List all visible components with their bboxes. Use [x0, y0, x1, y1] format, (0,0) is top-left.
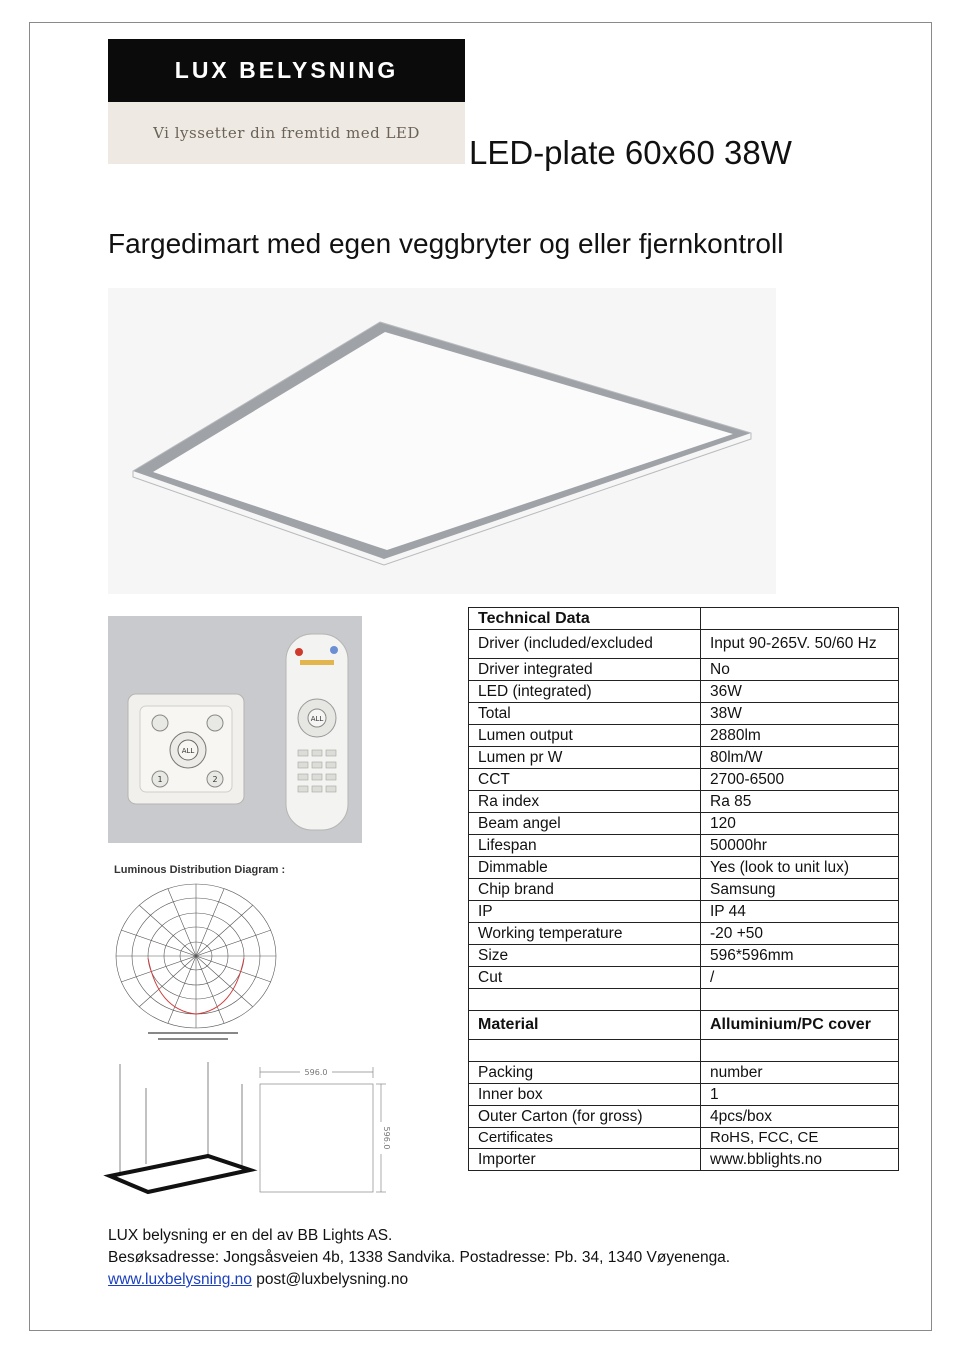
table-row	[469, 703, 899, 725]
dimension-drawing	[255, 1062, 390, 1197]
table-cell-value: 2880lm	[701, 725, 899, 747]
table-row	[469, 769, 899, 791]
remote-all-label: ALL	[310, 715, 324, 723]
table-cell-label: Certificates	[469, 1128, 701, 1149]
table-cell-value: 50000hr	[701, 835, 899, 857]
table-cell-label: Inner box	[469, 1084, 701, 1106]
led-panel-image	[108, 288, 776, 594]
technical-data-table	[468, 607, 899, 1171]
footer-contact-line	[108, 1269, 730, 1291]
product-subtitle: Fargedimart med egen veggbryter og eller fjernkontroll	[108, 228, 784, 259]
table-cell-label: Packing	[469, 1062, 701, 1084]
dimension-height-label: 596.0	[382, 1126, 391, 1150]
table-cell-value: 4pcs/box	[701, 1106, 899, 1128]
table-cell-value: 2700-6500	[701, 769, 899, 791]
table-row	[469, 945, 899, 967]
product-title: LED-plate 60x60 38W	[469, 134, 792, 171]
wall-switch-and-remote-photo	[108, 616, 362, 843]
table-cell-value: Alluminium/PC cover	[701, 1011, 899, 1040]
table-row	[469, 923, 899, 945]
table-row	[469, 630, 899, 659]
table-row	[469, 1128, 899, 1149]
table-cell-value	[701, 989, 899, 1011]
table-cell-value: IP 44	[701, 901, 899, 923]
table-cell-value: /	[701, 967, 899, 989]
table-cell-label: Lumen pr W	[469, 747, 701, 769]
table-cell-value: No	[701, 659, 899, 681]
suspended-panel-drawing	[108, 1058, 253, 1198]
table-cell-label: Lumen output	[469, 725, 701, 747]
email-text: post@luxbelysning.no	[256, 1271, 409, 1288]
luminous-diagram-title: Luminous Distribution Diagram :	[114, 864, 286, 876]
table-cell-label: Importer	[469, 1149, 701, 1171]
luminous-distribution-diagram	[108, 878, 304, 1048]
logo-brand-name: LUX BELYSNING	[108, 39, 465, 102]
table-row	[469, 901, 899, 923]
switch-key-2: 2	[212, 775, 218, 784]
table-cell-value: number	[701, 1062, 899, 1084]
table-cell-label: Total	[469, 703, 701, 725]
table-cell-value: Input 90-265V. 50/60 Hz	[701, 630, 899, 659]
switch-all-label: ALL	[181, 747, 195, 755]
table-cell-label: Beam angel	[469, 813, 701, 835]
table-row	[469, 1084, 899, 1106]
table-row	[469, 813, 899, 835]
table-cell-value: Ra 85	[701, 791, 899, 813]
switch-key-1: 1	[157, 775, 163, 784]
table-cell-label: Size	[469, 945, 701, 967]
logo-tagline: Vi lyssetter din fremtid med LED	[108, 102, 465, 164]
table-row	[469, 1106, 899, 1128]
table-row	[469, 725, 899, 747]
website-link[interactable]: www.luxbelysning.no	[108, 1271, 252, 1288]
table-cell-value: 596*596mm	[701, 945, 899, 967]
table-row	[469, 967, 899, 989]
table-cell-value: Yes (look to unit lux)	[701, 857, 899, 879]
table-cell-label	[469, 989, 701, 1011]
table-cell-label: CCT	[469, 769, 701, 791]
footer-address-line: Besøksadresse: Jongsåsveien 4b, 1338 Sandvika. Postadresse: Pb. 34, 1340 Vøyenenga.	[108, 1249, 731, 1266]
table-cell-label: Working temperature	[469, 923, 701, 945]
table-cell-value: 36W	[701, 681, 899, 703]
table-row	[469, 1011, 899, 1040]
table-row	[469, 1040, 899, 1062]
table-cell-value: 80lm/W	[701, 747, 899, 769]
footer-company-line: LUX belysning er en del av BB Lights AS.	[108, 1227, 393, 1244]
table-cell-value: -20 +50	[701, 923, 899, 945]
table-cell-label: Dimmable	[469, 857, 701, 879]
table-cell-label	[469, 1040, 701, 1062]
table-cell-label: Lifespan	[469, 835, 701, 857]
table-row	[469, 681, 899, 703]
table-cell-label: Ra index	[469, 791, 701, 813]
footer	[108, 1225, 730, 1291]
table-cell-label: Chip brand	[469, 879, 701, 901]
table-cell-value: RoHS, FCC, CE	[701, 1128, 899, 1149]
table-cell-value	[701, 608, 899, 630]
table-cell-value	[701, 1040, 899, 1062]
table-row	[469, 1149, 899, 1171]
table-row	[469, 989, 899, 1011]
table-row	[469, 857, 899, 879]
table-cell-value: www.bblights.no	[701, 1149, 899, 1171]
table-row	[469, 659, 899, 681]
table-cell-label: Technical Data	[469, 608, 701, 630]
table-cell-label: Driver (included/excluded	[469, 630, 701, 659]
table-cell-label: LED (integrated)	[469, 681, 701, 703]
table-cell-label: Outer Carton (for gross)	[469, 1106, 701, 1128]
table-cell-value: 120	[701, 813, 899, 835]
table-row	[469, 791, 899, 813]
table-row	[469, 1062, 899, 1084]
table-cell-label: Material	[469, 1011, 701, 1040]
table-cell-label: IP	[469, 901, 701, 923]
table-row	[469, 608, 899, 630]
table-cell-label: Driver integrated	[469, 659, 701, 681]
table-cell-value: 38W	[701, 703, 899, 725]
table-cell-value: 1	[701, 1084, 899, 1106]
table-row	[469, 747, 899, 769]
table-cell-value: Samsung	[701, 879, 899, 901]
brand-logo	[108, 39, 465, 164]
dimension-width-label: 596.0	[304, 1068, 328, 1077]
table-row	[469, 879, 899, 901]
table-row	[469, 835, 899, 857]
table-cell-label: Cut	[469, 967, 701, 989]
